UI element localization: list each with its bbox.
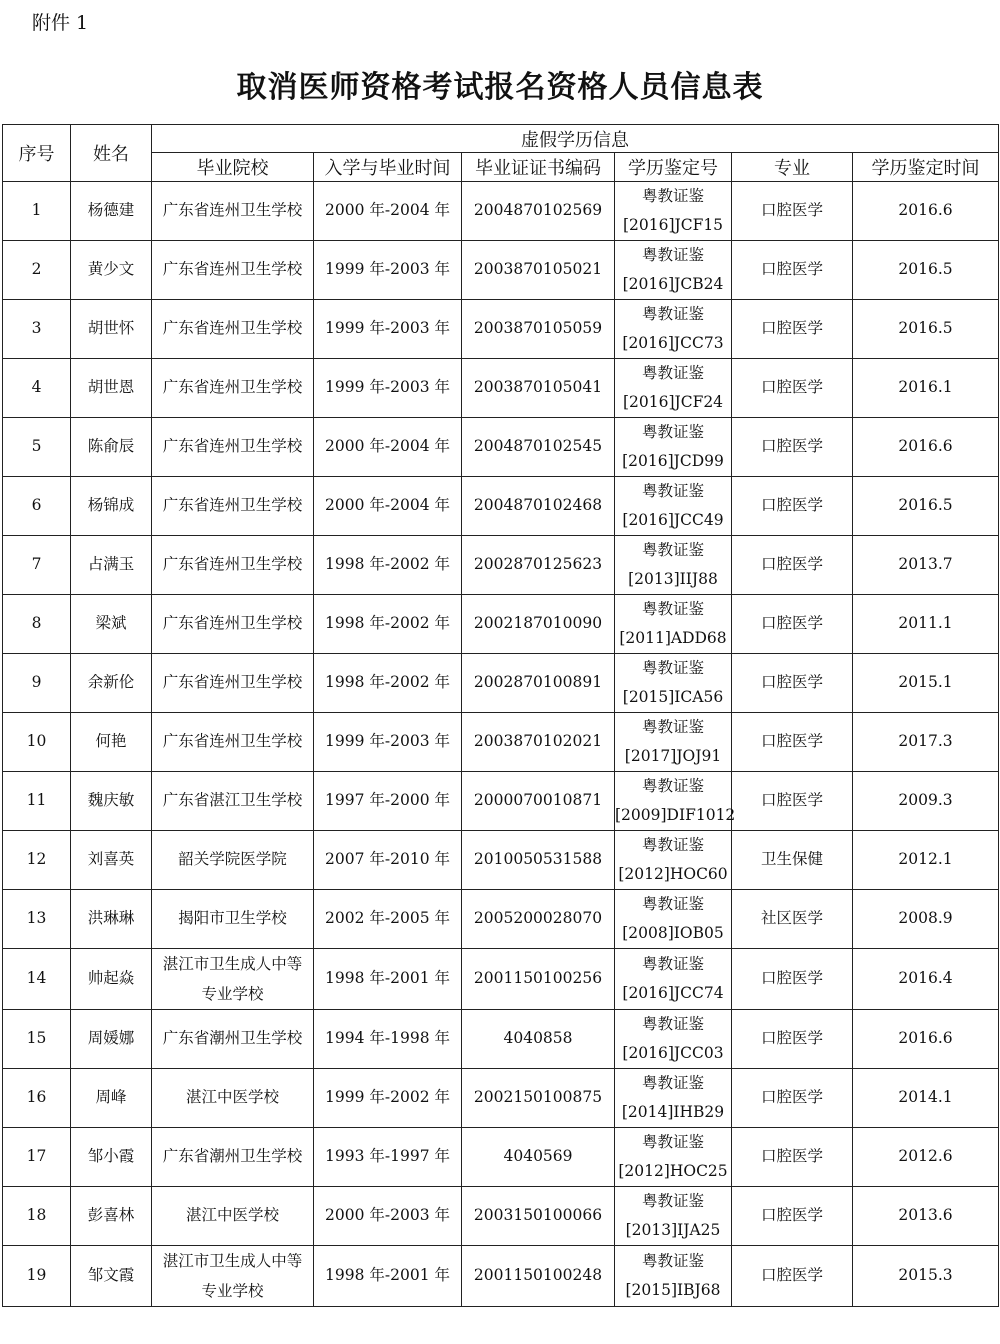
table-row [3,1010,999,1069]
appraisal-code: [2014]IHB29 [621,1103,725,1121]
cell-appraisal-no [615,300,732,359]
cell-cert-no: 4040569 [462,1128,615,1187]
cell-appraisal-no [615,241,732,300]
cell-appraisal-time: 2017.3 [853,713,999,772]
cell-major: 口腔医学 [732,182,853,241]
cell-appraisal-no [615,654,732,713]
cell-appraisal-time: 2016.6 [853,1010,999,1069]
cell-seq: 1 [3,182,71,241]
school-text: 广东省连州卫生学校 [162,555,303,574]
header-major: 专业 [732,153,853,182]
appraisal-prefix: 粤教证鉴 [641,600,704,618]
cell-appraisal-time: 2016.4 [853,949,999,1010]
cell-cert-no: 2002870125623 [462,536,615,595]
appraisal-code: [2016]JCF24 [622,393,724,411]
appraisal-code: [2016]JCC49 [622,511,724,529]
appraisal-prefix: 粤教证鉴 [641,836,704,854]
cell-school [152,654,314,713]
appraisal-prefix: 粤教证鉴 [641,246,704,264]
header-cert-no: 毕业证证书编码 [462,153,615,182]
cell-name: 梁斌 [71,595,152,654]
cell-name: 洪琳琳 [71,890,152,949]
cell-appraisal-time: 2009.3 [853,772,999,831]
school-text: 广东省连州卫生学校 [162,319,303,338]
header-group: 虚假学历信息 [152,125,999,153]
table-row [3,1069,999,1128]
cell-appraisal-time: 2013.7 [853,536,999,595]
cell-name: 帅起焱 [71,949,152,1010]
cell-school [152,536,314,595]
table-row [3,595,999,654]
cell-appraisal-no [615,595,732,654]
header-school: 毕业院校 [152,153,314,182]
cell-seq: 13 [3,890,71,949]
appraisal-prefix: 粤教证鉴 [641,187,704,205]
cell-name: 何艳 [71,713,152,772]
cell-major: 口腔医学 [732,713,853,772]
appraisal-code: [2009]DIF1012 [615,806,736,824]
table-row [3,477,999,536]
cell-cert-no: 2003870105041 [462,359,615,418]
school-text: 广东省湛江卫生学校 [162,791,303,810]
cell-seq: 18 [3,1187,71,1246]
cell-period: 1998 年-2002 年 [314,595,462,654]
cell-appraisal-time: 2016.5 [853,241,999,300]
cell-seq: 11 [3,772,71,831]
table-row [3,182,999,241]
cell-appraisal-no [615,713,732,772]
appraisal-code: [2016]JCB24 [622,275,724,293]
cell-seq: 16 [3,1069,71,1128]
page-title: 取消医师资格考试报名资格人员信息表 [236,70,764,105]
cell-appraisal-time: 2016.1 [853,359,999,418]
cell-major: 口腔医学 [732,1246,853,1307]
header-appraisal-no: 学历鉴定号 [615,153,732,182]
cell-school [152,300,314,359]
cell-period: 1998 年-2001 年 [314,949,462,1010]
table-body [3,182,999,1307]
cell-school [152,1010,314,1069]
cell-cert-no: 2003870105021 [462,241,615,300]
cell-period: 2007 年-2010 年 [314,831,462,890]
cell-seq: 2 [3,241,71,300]
cell-appraisal-no [615,831,732,890]
cell-major: 口腔医学 [732,1128,853,1187]
cell-school [152,595,314,654]
table-row [3,1128,999,1187]
appraisal-prefix: 粤教证鉴 [641,1074,704,1092]
cell-appraisal-no [615,949,732,1010]
cell-appraisal-no [615,890,732,949]
appraisal-code: [2013]IIJ88 [628,570,718,588]
appraisal-prefix: 粤教证鉴 [641,1252,704,1270]
cell-major: 口腔医学 [732,1010,853,1069]
cell-appraisal-time: 2016.6 [853,182,999,241]
cell-appraisal-no [615,359,732,418]
cell-period: 2002 年-2005 年 [314,890,462,949]
cell-name: 魏庆敏 [71,772,152,831]
cell-school [152,1069,314,1128]
table-row [3,418,999,477]
school-text: 揭阳市卫生学校 [178,909,287,928]
cell-cert-no: 2001150100256 [462,949,615,1010]
header-period: 入学与毕业时间 [314,153,462,182]
cell-appraisal-time: 2008.9 [853,890,999,949]
school-text: 广东省连州卫生学校 [162,732,303,751]
cell-cert-no: 2004870102468 [462,477,615,536]
cell-major: 口腔医学 [732,595,853,654]
cell-seq: 19 [3,1246,71,1307]
cell-school [152,713,314,772]
cell-major: 口腔医学 [732,359,853,418]
cell-period: 1999 年-2003 年 [314,713,462,772]
cell-appraisal-time: 2016.5 [853,477,999,536]
cell-major: 口腔医学 [732,772,853,831]
cell-period: 1998 年-2001 年 [314,1246,462,1307]
cell-major: 口腔医学 [732,949,853,1010]
cell-major: 口腔医学 [732,300,853,359]
cell-cert-no: 2002150100875 [462,1069,615,1128]
cell-major: 口腔医学 [732,418,853,477]
cell-name: 邹小霞 [71,1128,152,1187]
cell-major: 口腔医学 [732,654,853,713]
cell-name: 刘喜英 [71,831,152,890]
cell-appraisal-no [615,182,732,241]
table-row [3,831,999,890]
appraisal-prefix: 粤教证鉴 [641,305,704,323]
cell-seq: 9 [3,654,71,713]
school-text: 湛江中医学校 [185,1088,279,1107]
cell-major: 口腔医学 [732,477,853,536]
appraisal-code: [2012]HOC60 [618,865,728,883]
cell-period: 2000 年-2004 年 [314,418,462,477]
cell-seq: 8 [3,595,71,654]
cell-name: 周峰 [71,1069,152,1128]
school-line-2: 专业学校 [201,985,264,1003]
table-row [3,1246,999,1307]
cell-name: 黄少文 [71,241,152,300]
cell-name: 陈俞辰 [71,418,152,477]
cell-seq: 12 [3,831,71,890]
school-line-1: 湛江市卫生成人中等 [162,955,303,973]
cell-appraisal-no [615,1246,732,1307]
cell-major: 口腔医学 [732,1187,853,1246]
cell-period: 1997 年-2000 年 [314,772,462,831]
cell-appraisal-no [615,1187,732,1246]
cell-school [152,949,314,1010]
cell-period: 1999 年-2003 年 [314,359,462,418]
appraisal-prefix: 粤教证鉴 [641,777,704,795]
appraisal-code: [2016]JCC03 [622,1044,724,1062]
header-appraisal-time: 学历鉴定时间 [853,153,999,182]
appraisal-code: [2008]IOB05 [622,924,724,942]
appraisal-prefix: 粤教证鉴 [641,955,704,973]
cell-appraisal-time: 2011.1 [853,595,999,654]
school-text: 广东省连州卫生学校 [162,673,303,692]
cell-cert-no: 2010050531588 [462,831,615,890]
cell-cert-no: 2003870105059 [462,300,615,359]
cell-period: 1999 年-2003 年 [314,300,462,359]
table-row [3,713,999,772]
table-row [3,772,999,831]
header-seq: 序号 [3,125,71,182]
school-text: 湛江中医学校 [185,1206,279,1225]
cell-cert-no: 2003150100066 [462,1187,615,1246]
cell-cert-no: 2002187010090 [462,595,615,654]
cell-major: 社区医学 [732,890,853,949]
cell-cert-no: 2001150100248 [462,1246,615,1307]
appraisal-code: [2015]IBJ68 [625,1281,721,1299]
school-text: 广东省连州卫生学校 [162,437,303,456]
appraisal-prefix: 粤教证鉴 [641,423,704,441]
cell-name: 胡世恩 [71,359,152,418]
appraisal-prefix: 粤教证鉴 [641,482,704,500]
cell-appraisal-time: 2012.1 [853,831,999,890]
table-row [3,300,999,359]
cell-school [152,1246,314,1307]
cell-seq: 14 [3,949,71,1010]
cell-period: 1998 年-2002 年 [314,654,462,713]
school-text: 广东省潮州卫生学校 [162,1147,303,1166]
appraisal-code: [2013]IJA25 [625,1221,721,1239]
cell-name: 杨德建 [71,182,152,241]
cell-period: 2000 年-2004 年 [314,182,462,241]
cell-name: 周媛娜 [71,1010,152,1069]
cell-major: 口腔医学 [732,1069,853,1128]
cell-cert-no: 4040858 [462,1010,615,1069]
appraisal-code: [2016]JCD99 [622,452,724,470]
appraisal-code: [2015]ICA56 [622,688,724,706]
cell-name: 杨锦成 [71,477,152,536]
table-row [3,890,999,949]
cell-appraisal-time: 2013.6 [853,1187,999,1246]
cell-seq: 6 [3,477,71,536]
table-row [3,654,999,713]
cell-cert-no: 2000070010871 [462,772,615,831]
cell-name: 胡世怀 [71,300,152,359]
cell-appraisal-time: 2016.5 [853,300,999,359]
cell-appraisal-no [615,536,732,595]
cell-appraisal-no [615,1128,732,1187]
cell-appraisal-no [615,418,732,477]
appraisal-prefix: 粤教证鉴 [641,659,704,677]
school-text: 广东省连州卫生学校 [162,378,303,397]
school-text: 广东省连州卫生学校 [162,260,303,279]
school-text: 广东省连州卫生学校 [162,496,303,515]
cell-period: 1994 年-1998 年 [314,1010,462,1069]
table-row [3,949,999,1010]
appraisal-prefix: 粤教证鉴 [641,1192,704,1210]
cell-appraisal-time: 2012.6 [853,1128,999,1187]
cell-seq: 10 [3,713,71,772]
appraisal-code: [2011]ADD68 [619,629,727,647]
appraisal-prefix: 粤教证鉴 [641,1015,704,1033]
info-table [2,124,999,1307]
cell-name: 余新伦 [71,654,152,713]
cell-name: 邹文霞 [71,1246,152,1307]
appraisal-code: [2016]JCC74 [622,984,724,1002]
appraisal-prefix: 粤教证鉴 [641,1133,704,1151]
cell-appraisal-time: 2015.3 [853,1246,999,1307]
table-row [3,241,999,300]
cell-school [152,831,314,890]
appraisal-code: [2016]JCC73 [622,334,724,352]
cell-name: 彭喜林 [71,1187,152,1246]
appraisal-code: [2017]JOJ91 [624,747,722,765]
cell-period: 1993 年-1997 年 [314,1128,462,1187]
appraisal-prefix: 粤教证鉴 [641,718,704,736]
cell-school [152,359,314,418]
cell-cert-no: 2004870102545 [462,418,615,477]
cell-major: 口腔医学 [732,536,853,595]
appraisal-prefix: 粤教证鉴 [641,895,704,913]
cell-appraisal-time: 2016.6 [853,418,999,477]
cell-seq: 3 [3,300,71,359]
cell-cert-no: 2005200028070 [462,890,615,949]
cell-seq: 15 [3,1010,71,1069]
school-line-1: 湛江市卫生成人中等 [162,1252,303,1270]
cell-appraisal-time: 2015.1 [853,654,999,713]
school-text: 广东省潮州卫生学校 [162,1029,303,1048]
cell-appraisal-no [615,1069,732,1128]
cell-seq: 7 [3,536,71,595]
cell-appraisal-no [615,1010,732,1069]
cell-seq: 17 [3,1128,71,1187]
cell-school [152,772,314,831]
table-row [3,1187,999,1246]
table-row [3,359,999,418]
appraisal-code: [2012]HOC25 [618,1162,728,1180]
cell-period: 2000 年-2003 年 [314,1187,462,1246]
cell-period: 1999 年-2002 年 [314,1069,462,1128]
cell-school [152,1187,314,1246]
cell-major: 卫生保健 [732,831,853,890]
school-text: 广东省连州卫生学校 [162,614,303,633]
cell-cert-no: 2003870102021 [462,713,615,772]
school-text: 广东省连州卫生学校 [162,201,303,220]
header-name: 姓名 [71,125,152,182]
cell-cert-no: 2004870102569 [462,182,615,241]
cell-appraisal-no [615,477,732,536]
cell-school [152,418,314,477]
cell-period: 1999 年-2003 年 [314,241,462,300]
cell-seq: 4 [3,359,71,418]
cell-school [152,241,314,300]
cell-school [152,182,314,241]
attachment-label: 附件 1 [32,12,89,34]
cell-period: 2000 年-2004 年 [314,477,462,536]
cell-school [152,1128,314,1187]
school-line-2: 专业学校 [201,1282,264,1300]
cell-appraisal-no [615,772,736,831]
cell-period: 1998 年-2002 年 [314,536,462,595]
cell-school [152,477,314,536]
cell-appraisal-time: 2014.1 [853,1069,999,1128]
appraisal-prefix: 粤教证鉴 [641,541,704,559]
school-text: 韶关学院医学院 [178,850,287,869]
cell-school [152,890,314,949]
table-row [3,536,999,595]
cell-cert-no: 2002870100891 [462,654,615,713]
cell-major: 口腔医学 [732,241,853,300]
appraisal-code: [2016]JCF15 [622,216,724,234]
cell-seq: 5 [3,418,71,477]
cell-name: 占满玉 [71,536,152,595]
appraisal-prefix: 粤教证鉴 [641,364,704,382]
